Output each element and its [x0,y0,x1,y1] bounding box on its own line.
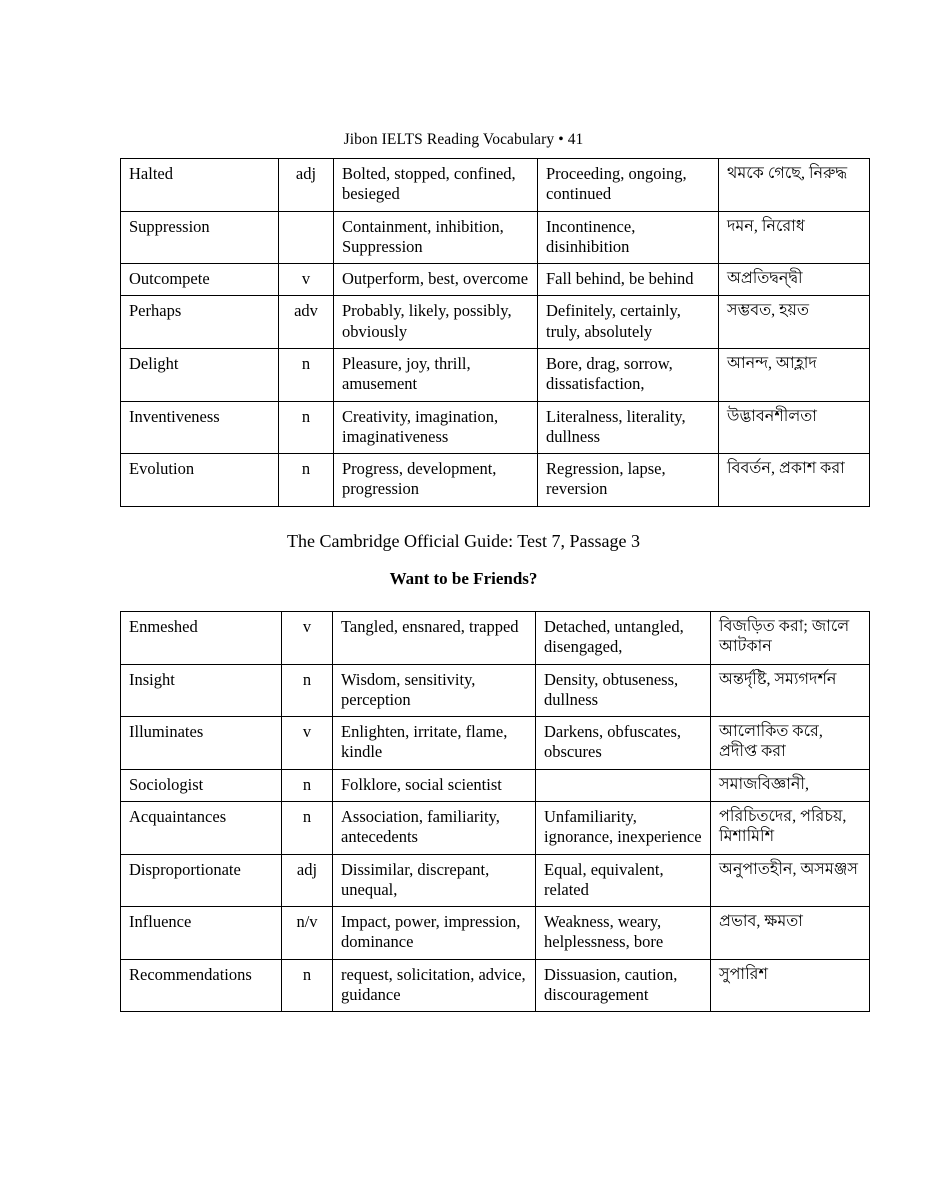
pos-cell: n [282,664,333,717]
word-cell: Outcompete [121,264,279,296]
pos-cell: n [282,769,333,801]
table-row [121,854,870,907]
table-row [121,612,870,665]
bengali-cell: অপ্রতিদ্বন্দ্বী [719,264,870,296]
synonyms-cell: Dissimilar, discrepant, unequal, [333,854,536,907]
pos-cell: n [282,801,333,854]
pos-cell: n [279,348,334,401]
source-reference-line: The Cambridge Official Guide: Test 7, Passage 3 [287,531,640,551]
antonyms-cell: Unfamiliarity, ignorance, inexperience [536,801,711,854]
table-two-body [121,612,870,1012]
bengali-cell: সুপারিশ [711,959,870,1012]
passage-title: Want to be Friends? [389,569,538,588]
table-row [121,907,870,960]
table-row [121,348,870,401]
pos-cell: n/v [282,907,333,960]
antonyms-cell: Darkens, obfuscates, obscures [536,717,711,770]
antonyms-cell: Dissuasion, caution, discouragement [536,959,711,1012]
bengali-cell: বিবর্তন, প্রকাশ করা [719,454,870,507]
table-row [121,264,870,296]
antonyms-cell: Incontinence, disinhibition [538,211,719,264]
bengali-cell: অনুপাতহীন, অসমঞ্জস [711,854,870,907]
bengali-cell: প্রভাব, ক্ষমতা [711,907,870,960]
vocabulary-table-two [120,611,870,1012]
running-header: Jibon IELTS Reading Vocabulary • 41 [343,131,584,148]
bengali-cell: সম্ভবত, হয়ত [719,296,870,349]
word-cell: Evolution [121,454,279,507]
antonyms-cell: Regression, lapse, reversion [538,454,719,507]
bengali-cell: সমাজবিজ্ঞানী, [711,769,870,801]
synonyms-cell: Probably, likely, possibly, obviously [334,296,538,349]
synonyms-cell: Impact, power, impression, dominance [333,907,536,960]
synonyms-cell: request, solicitation, advice, guidance [333,959,536,1012]
word-cell: Perhaps [121,296,279,349]
bengali-cell: থমকে গেছে, নিরুদ্ধ [719,159,870,212]
antonyms-cell [536,769,711,801]
pos-cell: adj [279,159,334,212]
pos-cell: n [279,401,334,454]
synonyms-cell: Progress, development, progression [334,454,538,507]
table-row [121,454,870,507]
synonyms-cell: Containment, inhibition, Suppression [334,211,538,264]
word-cell: Enmeshed [121,612,282,665]
antonyms-cell: Fall behind, be behind [538,264,719,296]
word-cell: Illuminates [121,717,282,770]
word-cell: Halted [121,159,279,212]
pos-cell: v [282,612,333,665]
word-cell: Delight [121,348,279,401]
pos-cell: n [282,959,333,1012]
synonyms-cell: Outperform, best, overcome [334,264,538,296]
synonyms-cell: Tangled, ensnared, trapped [333,612,536,665]
table-row [121,159,870,212]
table-row [121,959,870,1012]
vocabulary-table-one [120,158,870,507]
word-cell: Disproportionate [121,854,282,907]
word-cell: Acquaintances [121,801,282,854]
table-one-body [121,159,870,507]
word-cell: Recommendations [121,959,282,1012]
antonyms-cell: Proceeding, ongoing, continued [538,159,719,212]
table-row [121,401,870,454]
word-cell: Insight [121,664,282,717]
antonyms-cell: Density, obtuseness, dullness [536,664,711,717]
table-row [121,769,870,801]
pos-cell: v [282,717,333,770]
synonyms-cell: Enlighten, irritate, flame, kindle [333,717,536,770]
bengali-cell: পরিচিতদের, পরিচয়, মিশামিশি [711,801,870,854]
word-cell: Inventiveness [121,401,279,454]
word-cell: Sociologist [121,769,282,801]
antonyms-cell: Weakness, weary, helplessness, bore [536,907,711,960]
table-row [121,664,870,717]
antonyms-cell: Literalness, literality, dullness [538,401,719,454]
bengali-cell: উদ্ভাবনশীলতা [719,401,870,454]
pos-cell: v [279,264,334,296]
antonyms-cell: Definitely, certainly, truly, absolutely [538,296,719,349]
antonyms-cell: Detached, untangled, disengaged, [536,612,711,665]
synonyms-cell: Wisdom, sensitivity, perception [333,664,536,717]
word-cell: Influence [121,907,282,960]
synonyms-cell: Pleasure, joy, thrill, amusement [334,348,538,401]
table-row [121,211,870,264]
table-row [121,801,870,854]
word-cell: Suppression [121,211,279,264]
pos-cell: adj [282,854,333,907]
pos-cell: adv [279,296,334,349]
bengali-cell: আনন্দ, আহ্লাদ [719,348,870,401]
antonyms-cell: Bore, drag, sorrow, dissatisfaction, [538,348,719,401]
synonyms-cell: Creativity, imagination, imaginativeness [334,401,538,454]
pos-cell: n [279,454,334,507]
table-row [121,296,870,349]
pos-cell [279,211,334,264]
bengali-cell: বিজড়িত করা; জালে আটকান [711,612,870,665]
table-row [121,717,870,770]
antonyms-cell: Equal, equivalent, related [536,854,711,907]
bengali-cell: দমন, নিরোধ [719,211,870,264]
synonyms-cell: Association, familiarity, antecedents [333,801,536,854]
bengali-cell: আলোকিত করে, প্রদীপ্ত করা [711,717,870,770]
synonyms-cell: Bolted, stopped, confined, besieged [334,159,538,212]
bengali-cell: অন্তর্দৃষ্টি, সম্যগদর্শন [711,664,870,717]
synonyms-cell: Folklore, social scientist [333,769,536,801]
